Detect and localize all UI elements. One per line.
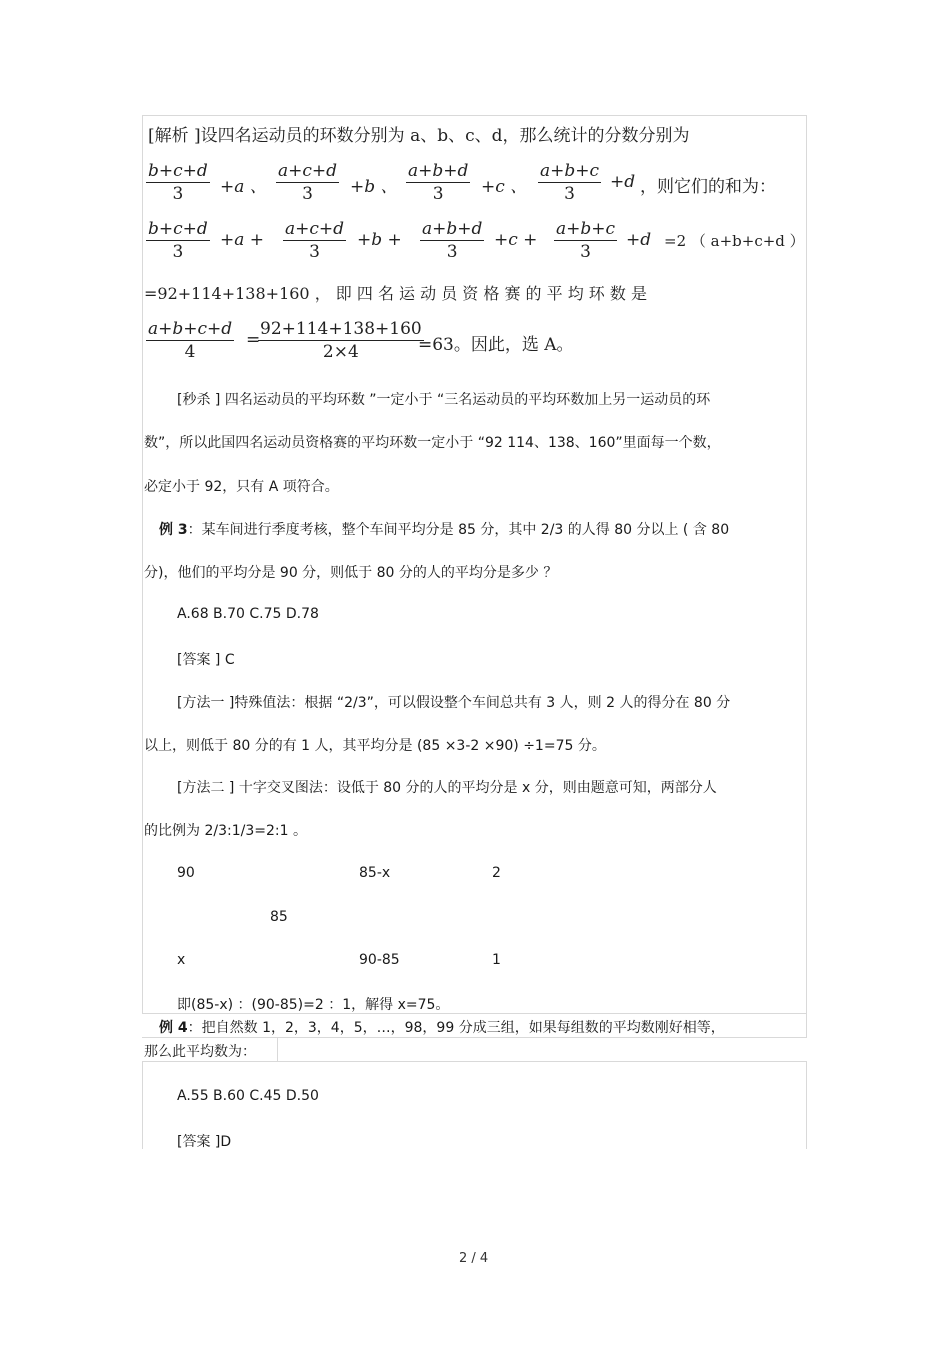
fraction-denominator: 3 xyxy=(564,184,575,204)
average-fraction xyxy=(146,318,234,363)
fraction-numerator: a+b+c xyxy=(540,161,600,181)
fraction-tail: +c 、 xyxy=(481,177,528,197)
fraction-denominator: 3 xyxy=(309,242,320,262)
solution-line4: =92+114+138+160 ， 即 四 名 运 动 员 资 格 赛 的 平 均 环 数 是 xyxy=(144,284,647,303)
fraction-denominator: 3 xyxy=(432,184,444,204)
average-result: =63。因此，选 A。 xyxy=(418,335,574,355)
fraction-denominator: 4 xyxy=(184,342,196,362)
frame-ex4-right xyxy=(806,1013,807,1037)
frame-top-line xyxy=(142,115,807,116)
fraction-tail: +d xyxy=(626,230,652,250)
cross-r1-high: 90 xyxy=(177,865,195,881)
sum-fraction-bcd xyxy=(146,218,210,263)
frame-ex4-left2 xyxy=(277,1037,278,1061)
cross-r3-ratio: 1 xyxy=(492,952,501,968)
solution-intro: [解析 ]设四名运动员的环数分别为 a、b、c、d，那么统计的分数分别为 xyxy=(148,126,690,146)
fraction-tail: +c + xyxy=(494,230,538,250)
fraction-denominator: 3 xyxy=(302,184,313,204)
example-3-answer: [答案 ] C xyxy=(177,652,235,668)
example-4-label: 例 4 xyxy=(159,1020,188,1036)
sum-equals: =2 （ a+b+c+d ） xyxy=(664,232,805,250)
example-4-options: A.55 B.60 C.45 D.50 xyxy=(177,1088,319,1104)
miaosha-line-2: 数”，所以此国四名运动员资格赛的平均环数一定小于 “92 114、138、160”里面每一个数， xyxy=(144,435,721,451)
miaosha-line-1: [秒杀 ] 四名运动员的平均环数 ”一定小于 “三名运动员的平均环数加上另一运动员的环 xyxy=(177,392,711,408)
sum-fraction-acd xyxy=(283,218,346,263)
fraction-abc xyxy=(538,160,601,205)
cross-r3-diff: 90-85 xyxy=(359,952,400,968)
example-3-line-2: 分)，他们的平均分是 90 分，则低于 80 分的人的平均分是多少 ？ xyxy=(144,565,558,581)
fraction-tail: +b 、 xyxy=(350,177,398,197)
average-fraction-values xyxy=(258,318,424,363)
fraction-numerator: b+c+d xyxy=(148,161,208,181)
example-3-label: 例 3 xyxy=(159,522,188,538)
fraction-acd xyxy=(276,160,339,205)
fraction-numerator: a+c+d xyxy=(278,161,338,181)
cross-r1-diff: 85-x xyxy=(359,865,391,881)
cross-result: 即(85-x) ：(90-85)=2 ：1，解得 x=75。 xyxy=(177,997,450,1013)
fraction-denominator: 3 xyxy=(580,242,591,262)
frame-left-line xyxy=(142,115,143,1013)
frame-divider-3 xyxy=(142,1061,807,1062)
miaosha-line-3: 必定小于 92，只有 A 项符合。 xyxy=(144,479,339,495)
fraction-numerator: b+c+d xyxy=(148,219,208,239)
cross-r3-low: x xyxy=(177,952,186,968)
example-3-question: ：某车间进行季度考核，整个车间平均分是 85 分，其中 2/3 的人得 80 分以上 ( 含 80 xyxy=(187,522,730,538)
page-number: 2 / 4 xyxy=(459,1251,489,1266)
frame-divider-2 xyxy=(142,1037,807,1038)
fraction-denominator: 3 xyxy=(446,242,458,262)
frame-lower-left xyxy=(142,1061,143,1149)
fraction-bcd xyxy=(146,160,210,205)
fraction-abd xyxy=(406,160,470,205)
average-equals: = xyxy=(246,330,261,350)
example-4-line-2: 那么此平均数为： xyxy=(144,1044,256,1060)
fraction-tail: +a + xyxy=(220,230,265,250)
fraction-tail: +b + xyxy=(357,230,402,250)
example-3-options: A.68 B.70 C.75 D.78 xyxy=(177,606,319,622)
fraction-numerator: a+b+d xyxy=(422,219,483,239)
sum-fraction-abd xyxy=(420,218,484,263)
fraction-numerator: a+b+c+d xyxy=(148,319,233,339)
example-3-line-1 xyxy=(159,519,729,539)
example-4-answer: [答案 ]D xyxy=(177,1134,232,1150)
fraction-tail: +a 、 xyxy=(220,177,267,197)
cross-center: 85 xyxy=(270,909,288,925)
fraction-numerator: 92+114+138+160 xyxy=(260,319,422,339)
method-2-line-1: [方法二 ] 十字交叉图法：设低于 80 分的人的平均分是 x 分，则由题意可知，两部分人 xyxy=(177,780,717,796)
fraction-denominator: 3 xyxy=(172,242,184,262)
method-1-line-1: [方法一 ]特殊值法：根据 “2/3”，可以假设整个车间总共有 3 人，则 2 人的得分在 80 分 xyxy=(177,695,731,711)
sum-fraction-abc xyxy=(554,218,617,263)
line2-end: ，则它们的和为： xyxy=(640,177,776,197)
fraction-denominator: 2×4 xyxy=(322,342,359,362)
frame-lower-right xyxy=(806,1061,807,1149)
frame-right-line xyxy=(806,115,807,1013)
fraction-numerator: a+b+d xyxy=(408,161,469,181)
fraction-tail: +d xyxy=(610,172,636,192)
fraction-numerator: a+c+d xyxy=(285,219,345,239)
method-2-line-2: 的比例为 2/3:1/3=2:1 。 xyxy=(144,823,307,839)
example-4-question: ：把自然数 1，2，3，4，5，…，98，99 分成三组，如果每组数的平均数刚好相等， xyxy=(187,1020,725,1036)
fraction-denominator: 3 xyxy=(172,184,184,204)
method-1-line-2: 以上，则低于 80 分的有 1 人，其平均分是 (85 ×3-2 ×90) ÷1=75 分。 xyxy=(144,738,606,754)
cross-r1-ratio: 2 xyxy=(492,865,501,881)
example-4-line-1 xyxy=(159,1017,725,1037)
fraction-numerator: a+b+c xyxy=(556,219,616,239)
